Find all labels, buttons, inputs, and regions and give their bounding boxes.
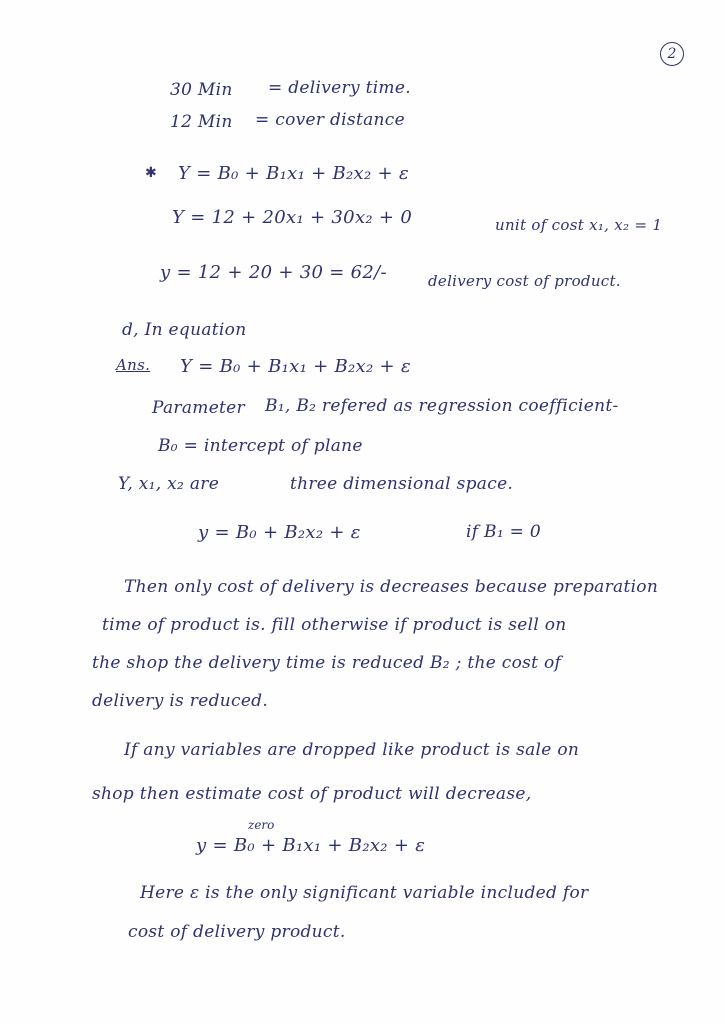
paragraph-line-4: delivery is reduced. xyxy=(92,691,269,711)
reduced-equation: y = B₀ + B₂x₂ + ε xyxy=(198,522,361,543)
line-delivery-time-label: = delivery time. xyxy=(268,78,411,98)
conclusion-line-2: cost of delivery product. xyxy=(128,922,346,942)
parameter-label: Parameter xyxy=(152,398,245,418)
intercept-text: B₀ = intercept of plane xyxy=(158,436,363,456)
line-cover-distance-label: = cover distance xyxy=(255,110,405,130)
paragraph2-line-1: If any variables are dropped like product is sale on xyxy=(124,740,580,760)
paragraph2-line-2: shop then estimate cost of product will decrease, xyxy=(92,784,532,804)
conclusion-line-1: Here ε is the only significant variable included for xyxy=(140,883,589,903)
line-cover-distance-value: 12 Min xyxy=(170,112,233,132)
delivery-cost-note: delivery cost of product. xyxy=(428,272,621,290)
final-equation: y = B₀ + B₁x₁ + B₂x₂ + ε xyxy=(196,835,426,856)
scribble-mark: ✱ xyxy=(145,165,157,181)
variables-text: Y, x₁, x₂ are xyxy=(118,474,220,494)
regression-equation: Y = B₀ + B₁x₁ + B₂x₂ + ε xyxy=(178,163,409,184)
regression-coefficient-text: B₁, B₂ refered as regression coefficient- xyxy=(265,396,619,416)
unit-cost-note: unit of cost x₁, x₂ = 1 xyxy=(495,216,663,234)
line-delivery-time-value: 30 Min xyxy=(170,80,233,100)
zero-annotation: zero xyxy=(248,818,275,832)
paragraph-line-3: the shop the delivery time is reduced B₂ ; the cost of xyxy=(92,653,562,673)
section-d-heading: d, In equation xyxy=(122,320,247,340)
condition-b1-zero: if B₁ = 0 xyxy=(466,522,542,542)
computed-cost: y = 12 + 20 + 30 = 62/- xyxy=(160,262,387,283)
paragraph-line-2: time of product is. fill otherwise if product is sell on xyxy=(102,615,567,635)
three-dimensional-text: three dimensional space. xyxy=(290,474,514,494)
answer-equation: Y = B₀ + B₁x₁ + B₂x₂ + ε xyxy=(180,356,411,377)
paragraph-line-1: Then only cost of delivery is decreases because preparation xyxy=(124,577,659,597)
page-number: 2 xyxy=(660,42,684,66)
substituted-equation: Y = 12 + 20x₁ + 30x₂ + 0 xyxy=(172,207,413,228)
answer-label: Ans. xyxy=(116,356,151,374)
